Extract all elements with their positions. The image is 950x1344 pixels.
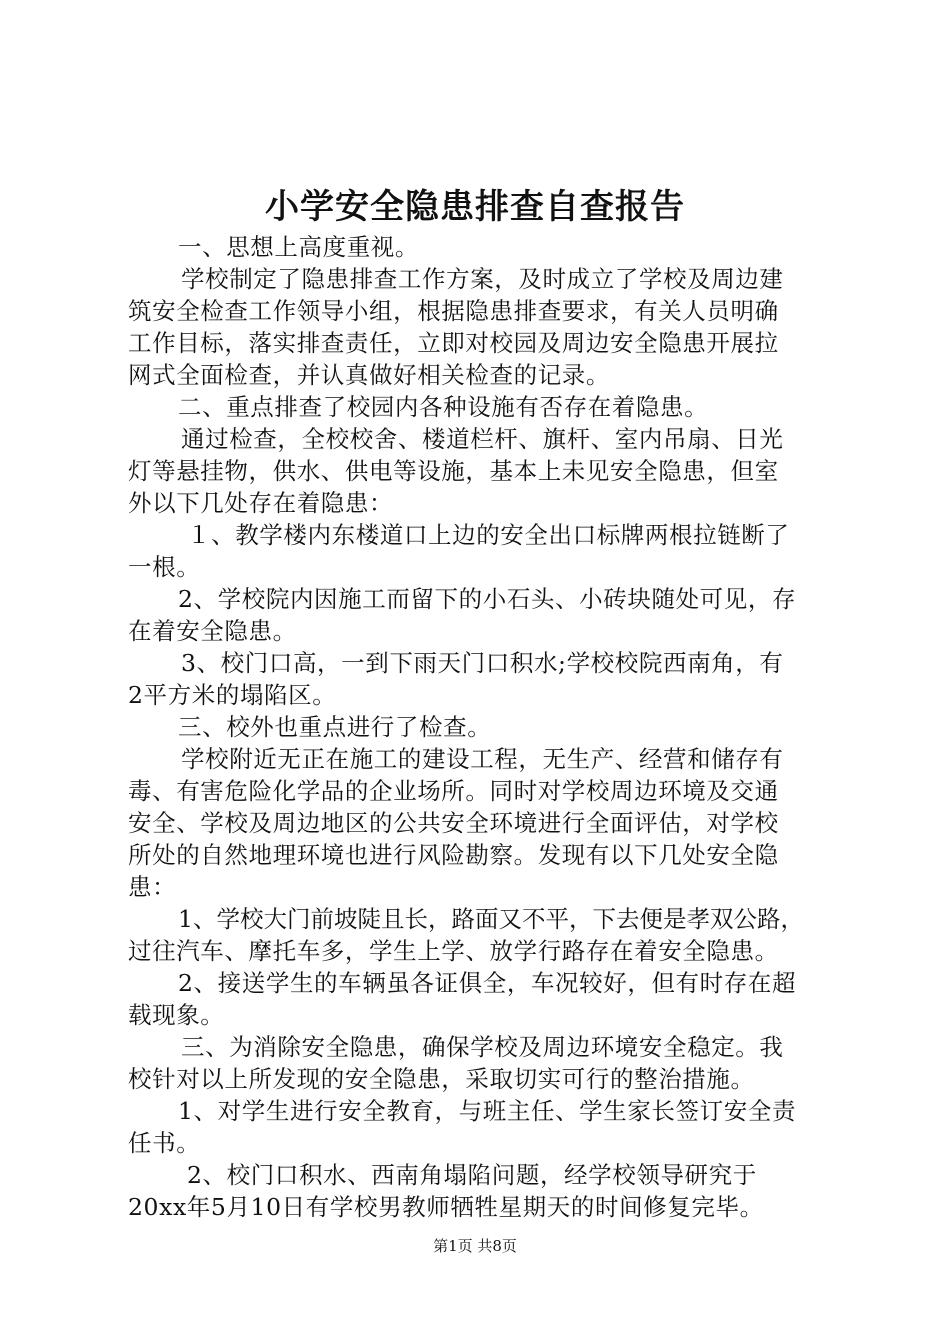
body-line: 筑安全检查工作领导小组，根据隐患排查要求，有关人员明确 — [128, 297, 779, 325]
list-item-line: 2、学校院内因施工而留下的小石头、小砖块随处可见，存 — [178, 585, 797, 613]
list-item-line: １、教学楼内东楼道口上边的安全出口标牌两根拉链断了 — [187, 521, 790, 549]
page-number-footer: 第1页 共8页 — [433, 1237, 517, 1255]
body-line: 任书。 — [128, 1129, 201, 1157]
section-heading-4: 三、为消除安全隐患，确保学校及周边环境安全稳定。我 — [181, 1033, 784, 1061]
list-item-line: 2、校门口积水、西南角塌陷问题，经学校领导研究于 — [187, 1161, 757, 1189]
body-line: 20xx年5月10日有学校男教师牺牲星期天的时间修复完毕。 — [128, 1193, 764, 1221]
list-item-line: 2、接送学生的车辆虽各证俱全，车况较好，但有时存在超 — [178, 969, 797, 997]
section-heading-1: 一、思想上高度重视。 — [178, 233, 419, 261]
body-line: 学校附近无正在施工的建设工程，无生产、经营和储存有 — [181, 745, 784, 773]
body-line: 学校制定了隐患排查工作方案，及时成立了学校及周边建 — [181, 265, 784, 293]
body-line: 校针对以上所发现的安全隐患，采取切实可行的整治措施。 — [128, 1065, 755, 1093]
section-heading-3: 三、校外也重点进行了检查。 — [178, 713, 492, 741]
list-item-line: 1、学校大门前坡陡且长，路面又不平，下去便是孝双公路， — [178, 905, 804, 933]
section-heading-2: 二、重点排查了校园内各种设施有否存在着隐患。 — [178, 393, 709, 421]
body-line: 2平方米的塌陷区。 — [128, 681, 337, 709]
body-line: 灯等悬挂物，供水、供电等设施，基本上未见安全隐患，但室 — [128, 457, 779, 485]
body-line: 安全、学校及周边地区的公共安全环境进行全面评估，对学校 — [128, 809, 779, 837]
document-title: 小学安全隐患排查自查报告 — [265, 187, 685, 227]
body-line: 工作目标，落实排查责任，立即对校园及周边安全隐患开展拉 — [128, 329, 779, 357]
body-line: 过往汽车、摩托车多，学生上学、放学行路存在着安全隐患。 — [128, 937, 779, 965]
body-line: 患： — [128, 873, 177, 901]
body-line: 载现象。 — [128, 1001, 225, 1029]
body-line: 在着安全隐患。 — [128, 617, 297, 645]
body-line: 通过检查，全校校舍、楼道栏杆、旗杆、室内吊扇、日光 — [181, 425, 784, 453]
body-line: 外以下几处存在着隐患： — [128, 489, 394, 517]
body-line: 所处的自然地理环境也进行风险勘察。发现有以下几处安全隐 — [128, 841, 779, 869]
body-line: 毒、有害危险化学品的企业场所。同时对学校周边环境及交通 — [128, 777, 779, 805]
body-line: 网式全面检查，并认真做好相关检查的记录。 — [128, 361, 610, 389]
list-item-line: 1、对学生进行安全教育，与班主任、学生家长签订安全责 — [178, 1097, 797, 1125]
body-line: 一根。 — [128, 553, 201, 581]
list-item-line: 3、校门口高，一到下雨天门口积水;学校校院西南角，有 — [181, 649, 784, 677]
